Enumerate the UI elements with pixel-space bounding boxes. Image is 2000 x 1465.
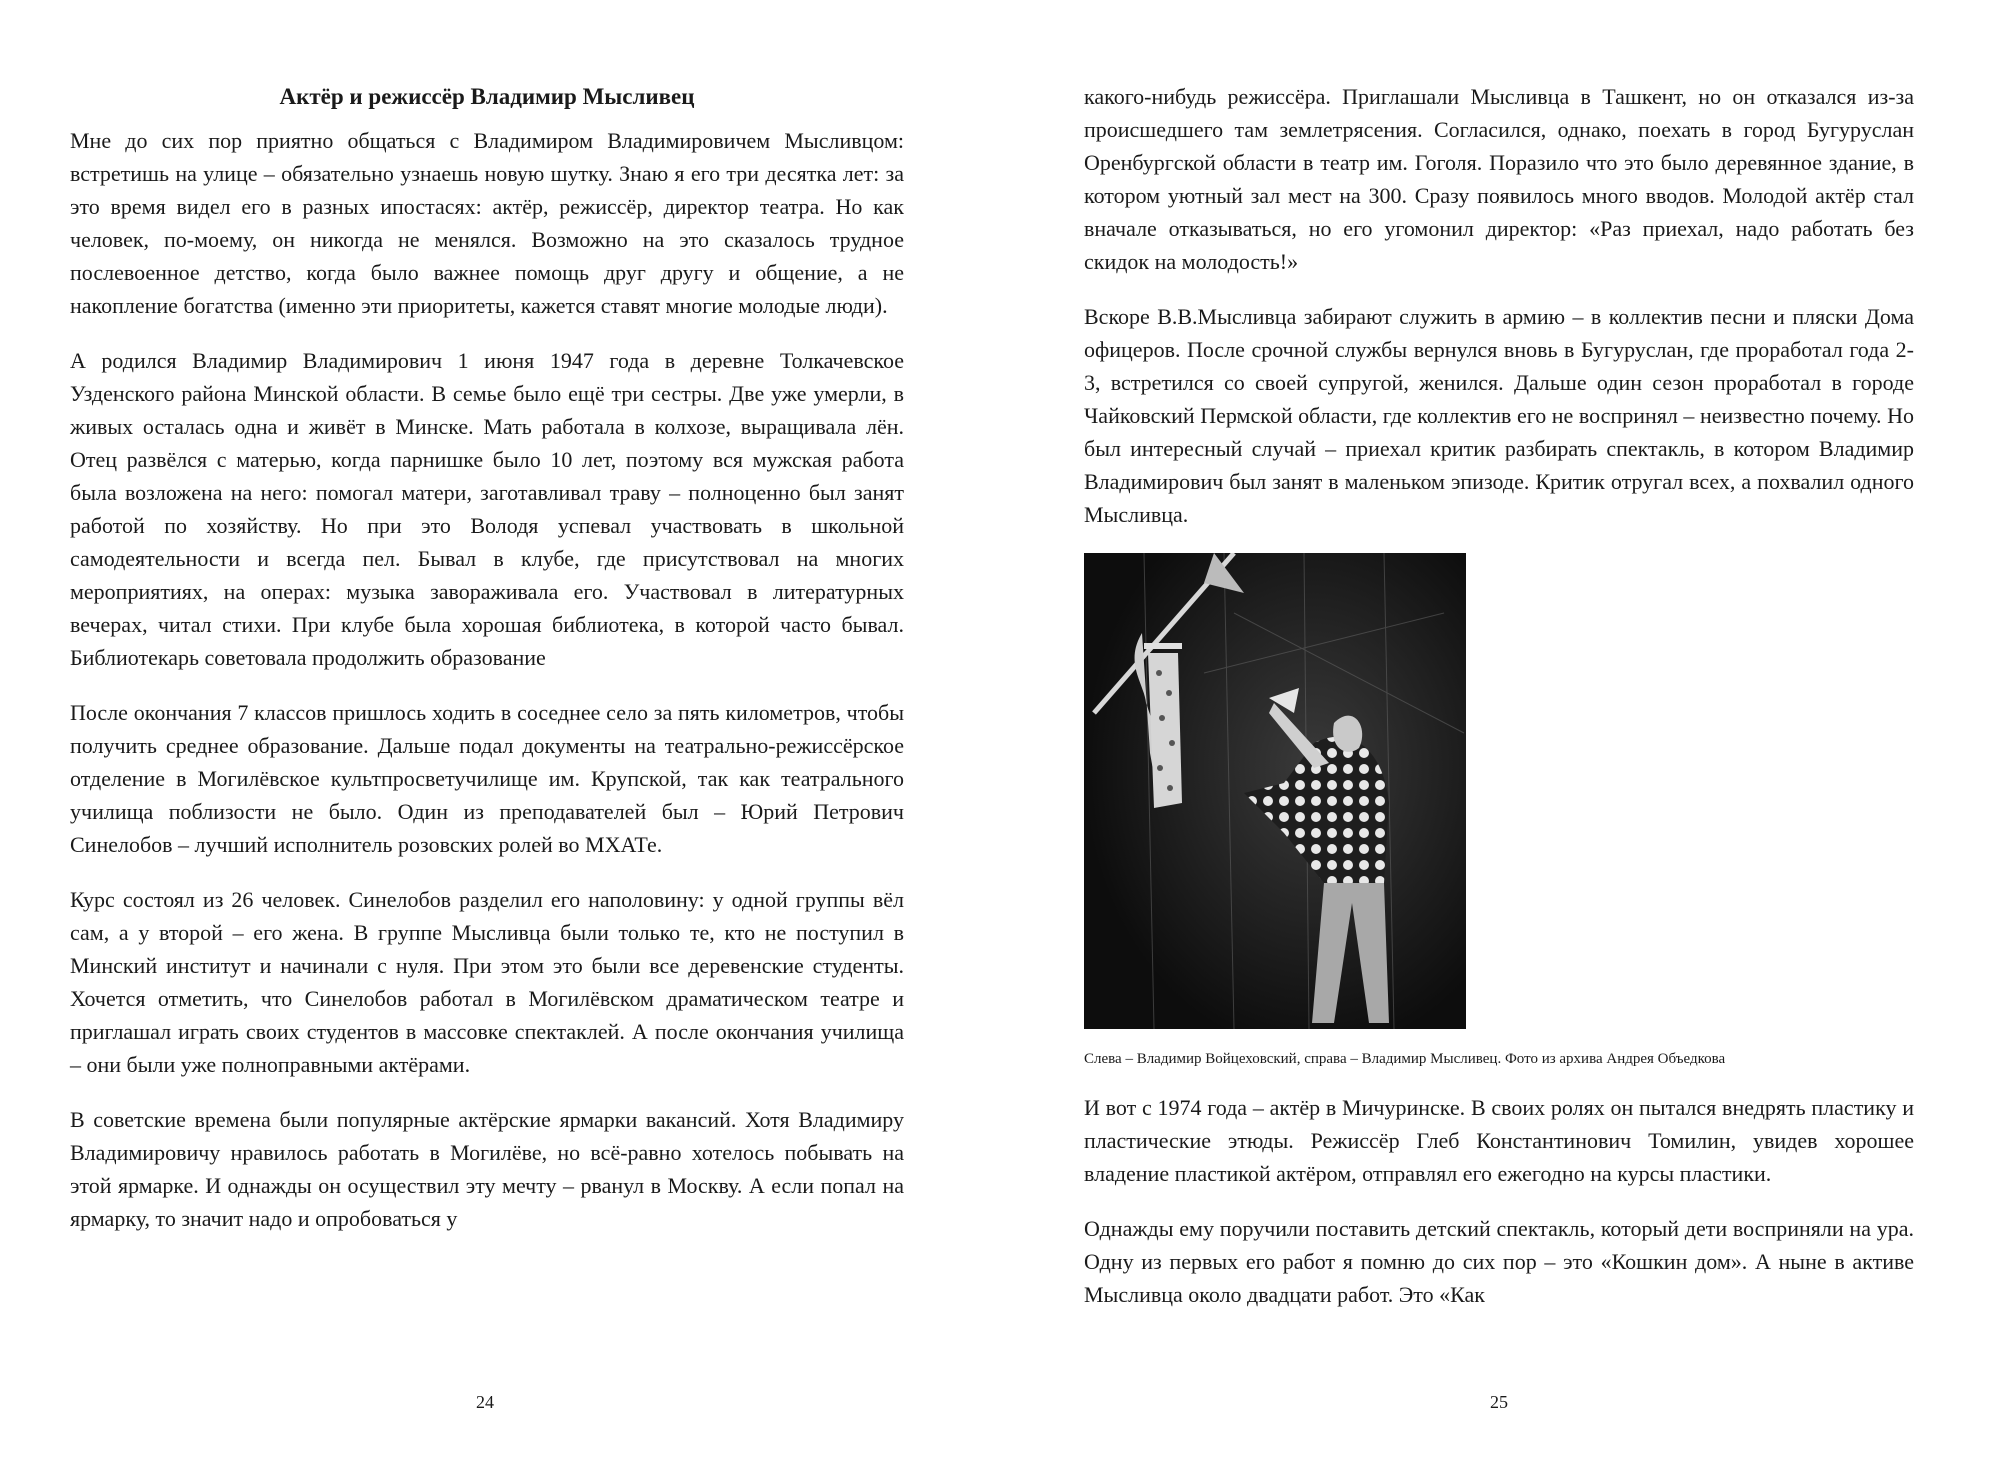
right-text-column [1084,80,1914,1333]
left-text-column [70,80,904,1257]
paragraph: В советские времена были популярные актёрские ярмарки вакансий. Хотя Владимиру Владимировичу нравилось работать в Могилёве, но всё-равно хотелось побывать на этой ярмарке. И однажды он осуществил эту мечту – рванул в Москву. А если попал на ярмарку, то значит надо и опробоваться у [70,1107,904,1231]
paragraph: Однажды ему поручили поставить детский спектакль, который дети восприняли на ура. Одну из первых его работ я помню до сих пор – это «Кошкин дом». А ныне в активе Мысливца около двадцати работ. Это «Как [1084,1216,1914,1307]
paragraph: Курс состоял из 26 человек. Синелобов разделил его наполовину: у одной группы вёл сам, а у второй – его жена. В группе Мысливца были только те, кто не поступил в Минский институт и начинали с нуля. При этом это были все деревенские студенты. Хочется отметить, что Синелобов работал в Могилёвском драматическом театре и приглашал играть своих студентов в массовке спектаклей. А после окончания училища – они были уже полноправными актёрами. [70,887,904,1077]
page-number: 24 [476,1392,494,1412]
paragraph: А родился Владимир Владимирович 1 июня 1947 года в деревне Толкачевское Узденского района Минской области. В семье было ещё три сестры. Две уже умерли, в живых осталась одна и живёт в Минске. Мать работала в колхозе, выращивала лён. Отец развёлся с матерью, когда парнишке было 10 лет, поэтому вся мужская работа была возложена на него: помогал матери, заготавливал траву – полноценно был занят работой по хозяйству. Но при это Володя успевал участвовать в школьной самодеятельности и всегда пел. Бывал в клубе, где присутствовал на многих мероприятиях, на операх: музыка завораживала его. Участвовал в литературных вечерах, читал стихи. При клубе была хорошая библиотека, в которой часто бывал. Библиотекарь советовала продолжить образование [70,348,904,670]
page-number: 25 [1490,1392,1508,1412]
right-page [1000,0,2000,1465]
paragraph: После окончания 7 классов пришлось ходить в соседнее село за пять километров, чтобы получить среднее образование. Дальше подал документы на театрально-режиссёрское отделение в Могилёвское культпросветучилище им. Крупской, так как театрального училища поблизости не было. Один из преподавателей был – Юрий Петрович Синелобов – лучший исполнитель розовских ролей во МХАТе. [70,700,904,857]
paragraph: И вот с 1974 года – актёр в Мичуринске. В своих ролях он пытался внедрять пластику и пластические этюды. Режиссёр Глеб Константинович Томилин, увидев хорошее владение пластикой актёром, отправлял его ежегодно на курсы пластики. [1084,1095,1914,1186]
paragraph: Мне до сих пор приятно общаться с Владимиром Владимировичем Мысливцом: встретишь на улице – обязательно узнаешь новую шутку. Знаю я его три десятка лет: за это время видел его в разных ипостасях: актёр, режиссёр, директор театра. Но как человек, по-моему, он никогда не менялся. Возможно на это сказалось трудное послевоенное детство, когда было важнее помощь друг другу и общение, а не накопление богатства (именно эти приоритеты, кажется ставят многие молодые люди). [70,128,904,318]
stage-photo [1084,553,1466,1029]
paragraph: Вскоре В.В.Мысливца забирают служить в армию – в коллектив песни и пляски Дома офицеров. После срочной службы вернулся вновь в Бугуруслан, где проработал года 2-3, встретился со своей супругой, женился. Дальше один сезон проработал в городе Чайковский Пермской области, где коллектив его не воспринял – неизвестно почему. Но был интересный случай – приехал критик разбирать спектакль, в котором Владимир Владимирович был занят в маленьком эпизоде. Критик отругал всех, а похвалил одного Мысливца. [1084,304,1914,527]
paragraph: какого-нибудь режиссёра. Приглашали Мысливца в Ташкент, но он отказался из-за происшедшего там землетрясения. Согласился, однако, поехать в город Бугуруслан Оренбургской области в театр им. Гоголя. Поразило что это было деревянное здание, в котором уютный зал мест на 300. Сразу появилось много вводов. Молодой актёр стал вначале отказываться, но его угомонил директор: «Раз приехал, надо работать без скидок на молодость!» [1084,84,1914,274]
article-title: Актёр и режиссёр Владимир Мысливец [279,84,695,109]
photo-caption: Слева – Владимир Войцеховский, справа – Владимир Мысливец. Фото из архива Андрея Объедкова [1084,1051,1726,1067]
